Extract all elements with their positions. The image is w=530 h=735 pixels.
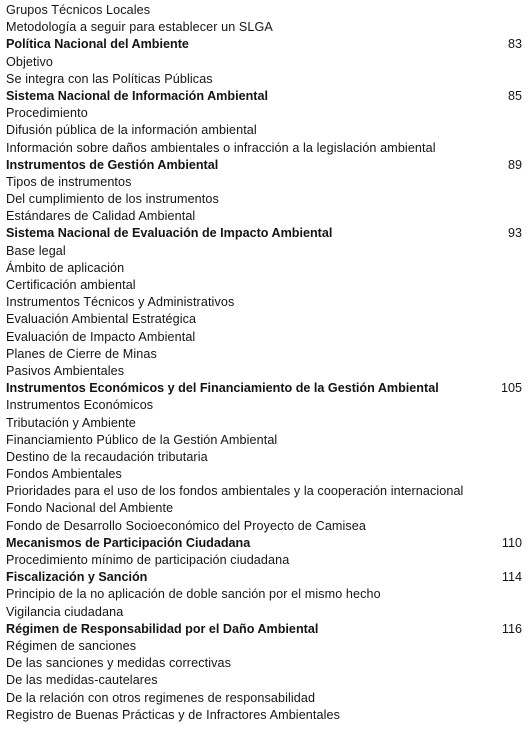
toc-section-heading	[6, 535, 522, 552]
toc-subentry	[6, 2, 522, 19]
toc-section-heading	[6, 225, 522, 242]
toc-subentry	[6, 19, 522, 36]
toc-subentry	[6, 655, 522, 672]
toc-subentry	[6, 260, 522, 277]
toc-subentry	[6, 105, 522, 122]
toc-entry-text: Ámbito de aplicación	[6, 260, 125, 275]
toc-page-number: 116	[501, 621, 522, 636]
toc-entry-text: Prioridades para el uso de los fondos ambientales y la cooperación internacional	[6, 484, 464, 499]
toc-entry-text: Grupos Técnicos Locales	[6, 3, 151, 17]
toc-subentry	[6, 604, 522, 621]
toc-subentry	[6, 466, 522, 483]
toc-subentry	[6, 638, 522, 655]
toc-entry-text: De las sanciones y medidas correctivas	[6, 656, 231, 671]
toc-subentry	[6, 672, 522, 689]
toc-section-heading	[6, 36, 522, 53]
toc-subentry	[6, 277, 522, 294]
toc-entry-text: Fiscalización y Sanción	[6, 570, 148, 585]
toc-subentry	[6, 208, 522, 225]
toc-section-heading	[6, 88, 522, 105]
toc-subentry	[6, 552, 522, 569]
toc-entry-text: Instrumentos Económicos	[6, 398, 154, 413]
toc-subentry	[6, 311, 522, 328]
toc-entry-text: Evaluación de Impacto Ambiental	[6, 329, 196, 344]
toc-subentry	[6, 432, 522, 449]
toc-entry-text: Del cumplimiento de los instrumentos	[6, 192, 219, 207]
toc-subentry	[6, 415, 522, 432]
toc-entry-text: Financiamiento Público de la Gestión Ambiental	[6, 432, 278, 447]
toc-subentry	[6, 346, 522, 363]
toc-page-number: 93	[507, 226, 522, 241]
toc-entry-text: Estándares de Calidad Ambiental	[6, 209, 196, 224]
toc-entry-text: Tipos de instrumentos	[6, 174, 132, 189]
toc-entry-text: Se integra con las Políticas Públicas	[6, 71, 213, 86]
toc-entry-text: Tributación y Ambiente	[6, 415, 136, 430]
toc-entry-text: Fondo de Desarrollo Socioeconómico del Proyecto de Camisea	[6, 518, 367, 533]
toc-entry-text: Fondo Nacional del Ambiente	[6, 501, 174, 516]
toc-entry-text: Difusión pública de la información ambiental	[6, 123, 257, 138]
toc-page-number: 89	[507, 157, 522, 172]
toc-entry-text: Mecanismos de Participación Ciudadana	[6, 535, 251, 550]
toc-subentry	[6, 500, 522, 517]
toc-entry-text: Procedimiento mínimo de participación ciudadana	[6, 553, 290, 567]
toc-entry-text: Política Nacional del Ambiente	[6, 37, 189, 52]
toc-entry-text: Metodología a seguir para establecer un SLGA	[6, 20, 273, 35]
toc-subentry	[6, 586, 522, 603]
toc-subentry	[6, 122, 522, 139]
toc-subentry	[6, 54, 522, 71]
toc-entry-text: Instrumentos Económicos y del Financiamiento de la Gestión Ambiental	[6, 381, 439, 396]
toc-entry-text: Vigilancia ciudadana	[6, 604, 124, 619]
toc-subentry	[6, 707, 522, 724]
toc-subentry	[6, 174, 522, 191]
toc-subentry	[6, 243, 522, 260]
toc-entry-text: Evaluación Ambiental Estratégica	[6, 312, 197, 327]
toc-section-heading	[6, 569, 522, 586]
toc-subentry	[6, 71, 522, 88]
toc-subentry	[6, 397, 522, 414]
toc-entry-text: Instrumentos Técnicos y Administrativos	[6, 295, 235, 310]
toc-subentry	[6, 140, 522, 157]
toc-entry-text: Principio de la no aplicación de doble sanción por el mismo hecho	[6, 587, 381, 602]
toc-subentry	[6, 294, 522, 311]
toc-entry-text: Instrumentos de Gestión Ambiental	[6, 157, 219, 172]
toc-entry-text: Información sobre daños ambientales o infracción a la legislación ambiental	[6, 140, 436, 155]
toc-page-number: 110	[501, 535, 522, 550]
toc-subentry	[6, 690, 522, 707]
toc-entry-text: Planes de Cierre de Minas	[6, 346, 157, 361]
toc-section-heading	[6, 380, 522, 397]
toc-entry-text: De las medidas-cautelares	[6, 673, 158, 688]
toc-entry-text: Pasivos Ambientales	[6, 363, 125, 378]
toc-page-number: 83	[507, 37, 522, 52]
toc-entry-text: De la relación con otros regimenes de responsabilidad	[6, 690, 316, 705]
toc-subentry	[6, 191, 522, 208]
toc-subentry	[6, 449, 522, 466]
toc-entry-text: Procedimiento	[6, 106, 88, 121]
toc-entry-text: Régimen de sanciones	[6, 638, 137, 653]
toc-entry-text: Registro de Buenas Prácticas y de Infractores Ambientales	[6, 707, 341, 722]
toc-entry-text: Objetivo	[6, 54, 53, 69]
toc-subentry	[6, 518, 522, 535]
table-of-contents	[6, 2, 522, 724]
toc-entry-text: Régimen de Responsabilidad por el Daño Ambiental	[6, 621, 319, 636]
toc-subentry	[6, 329, 522, 346]
toc-page-number: 114	[501, 570, 522, 585]
toc-entry-text: Base legal	[6, 243, 66, 258]
toc-entry-text: Destino de la recaudación tributaria	[6, 449, 208, 464]
toc-entry-text: Sistema Nacional de Evaluación de Impacto Ambiental	[6, 226, 333, 241]
toc-entry-text: Fondos Ambientales	[6, 467, 122, 482]
toc-section-heading	[6, 621, 522, 638]
toc-entry-text: Sistema Nacional de Información Ambiental	[6, 88, 268, 103]
toc-section-heading	[6, 157, 522, 174]
toc-entry-text: Certificación ambiental	[6, 278, 136, 292]
toc-subentry	[6, 363, 522, 380]
toc-page-number: 85	[507, 88, 522, 103]
toc-page-number: 105	[500, 381, 522, 396]
toc-subentry	[6, 483, 522, 500]
